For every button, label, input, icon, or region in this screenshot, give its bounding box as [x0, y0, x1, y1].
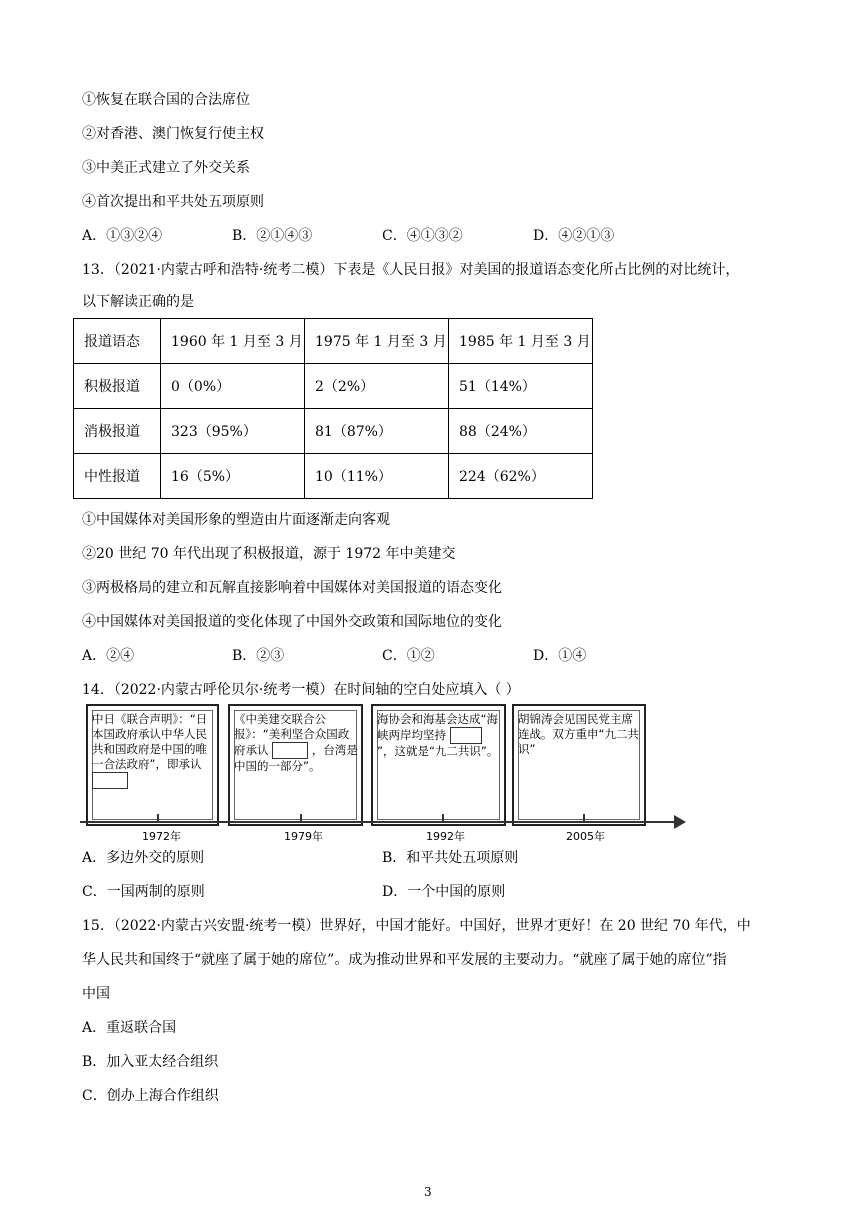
timeline-blank: [450, 727, 482, 744]
timeline-text: ”，这就是“九二共识”。: [377, 744, 499, 758]
table-cell: 323（95%）: [161, 409, 305, 454]
q15-option-b[interactable]: B．加入亚太经合组织: [82, 1054, 219, 1070]
timeline-text: 《中美建交联合公报》：“美利坚合众国政府承认: [234, 712, 350, 757]
table-row: [74, 364, 593, 409]
table-header-row: [74, 319, 593, 364]
q12-item-4: ④首次提出和平共处五项原则: [82, 194, 264, 210]
timeline-arrow-icon: [674, 815, 686, 829]
timeline-box-1992: [371, 704, 506, 826]
q12-option-c[interactable]: C．④①③②: [382, 228, 463, 244]
table-cell: 积极报道: [74, 364, 161, 409]
q14-timeline: [80, 704, 690, 842]
q13-option-d[interactable]: D．①④: [533, 648, 587, 664]
page-number: 3: [424, 1185, 432, 1199]
q14-option-b[interactable]: B．和平共处五项原则: [382, 850, 519, 866]
q12-options: [82, 226, 782, 246]
timeline-year: 2005年: [566, 830, 605, 843]
q14-options-row1: [82, 848, 782, 868]
q13-stem-line2: 以下解读正确的是: [82, 294, 194, 310]
q15-option-a[interactable]: A．重返联合国: [82, 1020, 177, 1036]
timeline-blank: [92, 772, 128, 789]
timeline-tick: [300, 814, 302, 822]
q13-item-3: ③两极格局的建立和瓦解直接影响着中国媒体对美国报道的语态变化: [82, 580, 502, 596]
q13-table: [73, 318, 593, 499]
q14-option-a[interactable]: A．多边外交的原则: [82, 850, 205, 866]
q12-option-b[interactable]: B．②①④③: [232, 228, 313, 244]
q15-stem-line2: 华人民共和国终于“就座了属于她的席位”。成为推动世界和平发展的主要动力。“就座了属于她的席位”指: [82, 952, 727, 968]
timeline-blank: [272, 742, 308, 759]
table-header: 报道语态: [74, 319, 161, 364]
timeline-tick: [157, 814, 159, 822]
table-cell: 51（14%）: [449, 364, 593, 409]
q15-stem-line1: 15．（2022·内蒙古兴安盟·统考一模）世界好，中国才能好。中国好，世界才更好！在 20 世纪 70 年代，中: [82, 918, 751, 934]
table-cell: 16（5%）: [161, 454, 305, 499]
table-cell: 81（87%）: [305, 409, 449, 454]
q13-item-1: ①中国媒体对美国形象的塑造由片面逐渐走向客观: [82, 512, 390, 528]
table-cell: 224（62%）: [449, 454, 593, 499]
table-cell: 10（11%）: [305, 454, 449, 499]
timeline-box-2005: [512, 704, 646, 826]
table-cell: 88（24%）: [449, 409, 593, 454]
timeline-year: 1979年: [284, 830, 323, 843]
q13-stem-line1: 13．（2021·内蒙古呼和浩特·统考二模）下表是《人民日报》对美国的报道语态变化所占比例的对比统计，: [82, 262, 740, 278]
q14-option-c[interactable]: C．一国两制的原则: [82, 884, 205, 900]
q13-options: [82, 646, 782, 666]
q15-stem-line3: 中国: [82, 986, 110, 1002]
table-row: [74, 454, 593, 499]
q13-item-2: ②20 世纪 70 年代出现了积极报道，源于 1972 年中美建交: [82, 546, 456, 562]
timeline-tick: [583, 814, 585, 822]
q13-option-a[interactable]: A．②④: [82, 648, 135, 664]
table-cell: 中性报道: [74, 454, 161, 499]
timeline-box-1979: [228, 704, 363, 826]
timeline-axis: [80, 821, 678, 823]
q12-item-1: ①恢复在联合国的合法席位: [82, 92, 250, 108]
q12-item-2: ②对香港、澳门恢复行使主权: [82, 126, 264, 142]
timeline-year: 1992年: [426, 830, 465, 843]
q14-option-d[interactable]: D．一个中国的原则: [382, 884, 506, 900]
table-cell: 0（0%）: [161, 364, 305, 409]
q14-options-row2: [82, 882, 782, 902]
q13-option-b[interactable]: B．②③: [232, 648, 285, 664]
q12-option-a[interactable]: A．①③②④: [82, 228, 163, 244]
timeline-box-1972: [86, 704, 219, 826]
q15-option-c[interactable]: C．创办上海合作组织: [82, 1088, 219, 1104]
timeline-year: 1972年: [142, 830, 181, 843]
q12-item-3: ③中美正式建立了外交关系: [82, 160, 250, 176]
table-cell: 消极报道: [74, 409, 161, 454]
table-header: 1985 年 1 月至 3 月: [449, 319, 593, 364]
table-header: 1975 年 1 月至 3 月: [305, 319, 449, 364]
table-cell: 2（2%）: [305, 364, 449, 409]
timeline-text: 胡锦涛会见国民党主席连战。双方重申“九二共识”: [518, 712, 639, 756]
timeline-tick: [442, 814, 444, 822]
q12-option-d[interactable]: D．④②①③: [533, 228, 615, 244]
q14-stem: 14．（2022·内蒙古呼伦贝尔·统考一模）在时间轴的空白处应填入（ ）: [82, 682, 520, 698]
table-header: 1960 年 1 月至 3 月: [161, 319, 305, 364]
timeline-text: 中日《联合声明》：“日本国政府承认中华人民共和国政府是中国的唯一合法政府”，即承认: [92, 712, 208, 771]
q13-item-4: ④中国媒体对美国报道的变化体现了中国外交政策和国际地位的变化: [82, 614, 502, 630]
q13-option-c[interactable]: C．①②: [382, 648, 435, 664]
table-row: [74, 409, 593, 454]
timeline-text: ，台湾是中国的一部分”。: [234, 743, 358, 773]
timeline-text: 海协会和海基会达成“海峡两岸均坚持: [377, 712, 498, 742]
